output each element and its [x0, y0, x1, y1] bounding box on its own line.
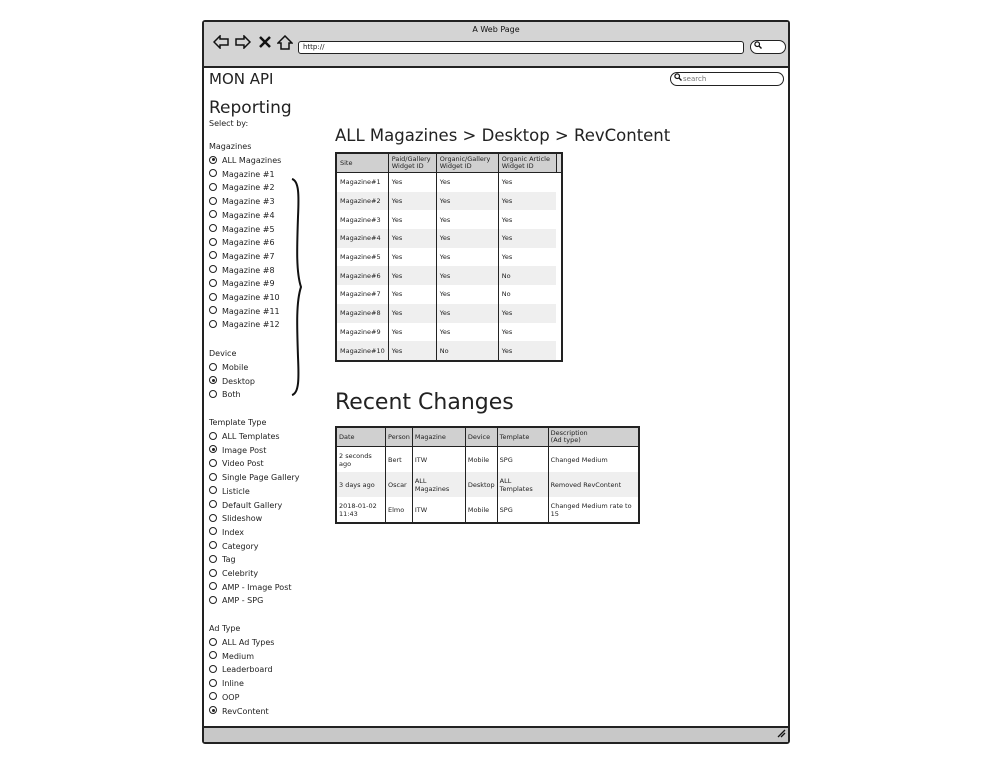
radio-unchecked-icon[interactable] [209, 596, 217, 604]
radio-unchecked-icon[interactable] [209, 500, 217, 508]
search-input[interactable] [683, 73, 779, 85]
table-row [336, 173, 562, 192]
radio-unchecked-icon[interactable] [209, 238, 217, 246]
radio-option-template-type[interactable] [209, 567, 258, 581]
radio-label: Magazine #1 [222, 169, 275, 179]
radio-unchecked-icon[interactable] [209, 293, 217, 301]
radio-label: Leaderboard [222, 665, 273, 675]
radio-label: Image Post [222, 445, 267, 455]
table-cell: 2 seconds ago [336, 447, 386, 473]
table-cell: No [498, 266, 556, 285]
radio-option-device[interactable] [209, 361, 248, 375]
radio-option-template-type[interactable] [209, 444, 266, 458]
radio-option-template-type[interactable] [209, 512, 262, 526]
radio-label: Celebrity [222, 569, 259, 578]
table-header: Person [386, 427, 413, 447]
table-cell: No [498, 285, 556, 304]
table-cell: Yes [498, 323, 556, 342]
table-cell: Yes [388, 285, 436, 304]
sites-widget-table [335, 152, 563, 362]
table-header: Site [336, 153, 388, 173]
window-title: A Web Page [472, 25, 520, 34]
radio-unchecked-icon[interactable] [209, 306, 217, 314]
table-header: Template [497, 427, 548, 447]
radio-option-ad-type[interactable] [209, 663, 273, 677]
radio-unchecked-icon[interactable] [209, 665, 217, 673]
radio-option-template-type[interactable] [209, 471, 300, 485]
radio-option-magazines[interactable] [209, 168, 275, 182]
browser-window [202, 20, 790, 744]
sidebar-title: Reporting [209, 98, 292, 118]
table-row [336, 341, 562, 361]
radio-unchecked-icon[interactable] [209, 320, 217, 328]
filter-group-label-magazines: Magazines [209, 142, 252, 151]
radio-option-magazines[interactable] [209, 195, 275, 209]
radio-unchecked-icon[interactable] [209, 459, 217, 467]
table-cell: Yes [436, 192, 498, 211]
table-cell: Changed Medium rate to 15 [548, 497, 639, 523]
radio-label: Category [222, 541, 259, 551]
radio-option-template-type[interactable] [209, 430, 280, 444]
radio-label: Tag [222, 555, 236, 565]
table-cell: ITW [412, 447, 465, 473]
radio-unchecked-icon[interactable] [209, 514, 217, 522]
close-icon[interactable] [256, 35, 274, 52]
table-cell: 3 days ago [336, 472, 386, 497]
table-cell: Yes [388, 248, 436, 267]
table-cell: Yes [436, 248, 498, 267]
table-cell: Mobile [465, 497, 497, 523]
radio-label: AMP - SPG [222, 596, 264, 606]
search-icon [754, 41, 762, 53]
table-cell: Yes [388, 323, 436, 342]
recent-changes-title: Recent Changes [335, 390, 514, 415]
radio-unchecked-icon[interactable] [209, 679, 217, 687]
radio-unchecked-icon[interactable] [209, 541, 217, 549]
radio-unchecked-icon[interactable] [209, 169, 217, 177]
table-scrollbar[interactable] [556, 153, 562, 173]
filter-group-label-template-type: Template Type [209, 418, 267, 427]
table-row [336, 304, 562, 323]
radio-option-ad-type[interactable] [209, 636, 274, 650]
table-header: Organic Article Widget ID [498, 153, 556, 173]
sidebar-header [209, 98, 292, 128]
app-title: MON API [209, 70, 274, 88]
table-cell: Removed RevContent [548, 472, 639, 497]
home-icon[interactable] [276, 35, 294, 53]
radio-unchecked-icon[interactable] [209, 265, 217, 273]
radio-option-template-type[interactable] [209, 526, 244, 540]
radio-unchecked-icon[interactable] [209, 692, 217, 700]
table-cell: Yes [388, 229, 436, 248]
browser-titlebar [204, 22, 788, 68]
table-cell: Magazine#8 [336, 304, 388, 323]
radio-label: Magazine #5 [222, 224, 275, 234]
radio-option-magazines[interactable] [209, 264, 275, 278]
table-row [336, 447, 639, 473]
table-row [336, 285, 562, 304]
select-by-label: Select by: [209, 119, 249, 128]
table-cell: Yes [388, 266, 436, 285]
radio-label: Magazine #12 [222, 320, 280, 330]
table-cell: Yes [436, 210, 498, 229]
radio-option-magazines[interactable] [209, 236, 275, 250]
radio-label: Magazine #11 [222, 306, 280, 316]
table-cell: Mobile [465, 447, 497, 473]
radio-unchecked-icon[interactable] [209, 555, 217, 563]
radio-label: Video Post [222, 459, 264, 469]
table-cell: SPG [497, 447, 548, 473]
radio-option-magazines[interactable] [209, 223, 275, 237]
table-header: Paid/Gallery Widget ID [388, 153, 436, 173]
radio-label: ALL Templates [222, 432, 280, 441]
radio-label: Both [222, 390, 241, 400]
radio-option-magazines[interactable] [209, 181, 275, 195]
table-cell: Yes [436, 173, 498, 192]
radio-unchecked-icon[interactable] [209, 251, 217, 259]
table-cell: Yes [498, 192, 556, 211]
radio-label: Magazine #7 [222, 251, 275, 261]
site-search-box[interactable] [670, 72, 784, 86]
radio-unchecked-icon[interactable] [209, 473, 217, 481]
table-row [336, 229, 562, 248]
radio-label: ALL Ad Types [222, 638, 275, 647]
radio-label: Magazine #4 [222, 210, 275, 220]
table-cell: Magazine#2 [336, 192, 388, 211]
table-cell: Yes [388, 210, 436, 229]
table-row [336, 497, 639, 523]
table-cell: Yes [436, 323, 498, 342]
url-bar[interactable]: http:// [298, 41, 744, 54]
browser-search-box[interactable] [750, 40, 786, 54]
radio-label: Mobile [222, 363, 249, 372]
radio-label: Magazine #10 [222, 293, 280, 302]
radio-label: RevContent [222, 706, 269, 716]
table-cell: 2018-01-02 11:43 [336, 497, 386, 523]
table-row [336, 192, 562, 211]
radio-label: ALL Magazines [222, 156, 282, 165]
table-cell: Yes [436, 304, 498, 323]
radio-label: Medium [222, 651, 254, 661]
curly-brace-decoration [290, 177, 304, 397]
table-cell: Yes [498, 304, 556, 323]
browser-statusbar [204, 726, 788, 742]
radio-option-template-type[interactable] [209, 581, 292, 595]
radio-unchecked-icon[interactable] [209, 527, 217, 535]
radio-label: Inline [222, 679, 244, 689]
table-cell: Yes [388, 173, 436, 192]
radio-label: OOP [222, 692, 240, 702]
radio-option-magazines[interactable] [209, 209, 275, 223]
radio-label: Slideshow [222, 514, 263, 524]
table-row [336, 210, 562, 229]
table-row [336, 248, 562, 267]
table-cell: Yes [436, 266, 498, 285]
table-row [336, 323, 562, 342]
table-header: Organic/Gallery Widget ID [436, 153, 498, 173]
filter-group-label-ad-type: Ad Type [209, 624, 241, 633]
table-cell: Oscar [386, 472, 413, 497]
table-header: Description (Ad type) [548, 427, 639, 447]
radio-option-magazines[interactable] [209, 318, 280, 332]
table-cell: ALL Templates [497, 472, 548, 497]
table-header: Date [336, 427, 386, 447]
table-cell: ITW [412, 497, 465, 523]
table-cell: Elmo [386, 497, 413, 523]
radio-option-ad-type[interactable] [209, 677, 244, 691]
breadcrumb: ALL Magazines > Desktop > RevContent [335, 126, 671, 145]
table-cell: Yes [498, 248, 556, 267]
radio-label: Magazine #3 [222, 197, 275, 207]
table-cell: Yes [498, 210, 556, 229]
radio-label: Magazine #8 [222, 265, 275, 275]
radio-label: Desktop [222, 376, 255, 386]
radio-label: Single Page Gallery [222, 473, 300, 483]
radio-option-ad-type[interactable] [209, 650, 254, 664]
table-cell: Magazine#7 [336, 285, 388, 304]
table-cell: Bert [386, 447, 413, 473]
table-row [336, 266, 562, 285]
radio-option-template-type[interactable] [209, 485, 250, 499]
radio-label: Index [222, 527, 245, 537]
table-cell: Yes [436, 229, 498, 248]
table-cell: Changed Medium [548, 447, 639, 473]
radio-option-template-type[interactable] [209, 457, 264, 471]
radio-option-template-type[interactable] [209, 553, 236, 567]
radio-unchecked-icon[interactable] [209, 432, 217, 440]
table-cell: ALL Magazines [412, 472, 465, 497]
table-cell: Yes [498, 229, 556, 248]
table-cell: No [436, 341, 498, 361]
table-cell: Yes [498, 341, 556, 361]
radio-checked-icon[interactable] [209, 445, 217, 453]
radio-label: Magazine #9 [222, 279, 275, 289]
radio-unchecked-icon[interactable] [209, 183, 217, 191]
table-header: Device [465, 427, 497, 447]
table-cell: Magazine#3 [336, 210, 388, 229]
table-header: Magazine [412, 427, 465, 447]
table-cell: Magazine#10 [336, 341, 388, 361]
table-cell: SPG [497, 497, 548, 523]
table-cell: Magazine#6 [336, 266, 388, 285]
filter-group-label-device: Device [209, 349, 237, 358]
radio-unchecked-icon[interactable] [209, 390, 217, 398]
table-cell: Yes [388, 341, 436, 361]
radio-option-device[interactable] [209, 375, 255, 389]
radio-option-magazines[interactable] [209, 154, 281, 168]
table-cell: Magazine#1 [336, 173, 388, 192]
forward-arrow-icon[interactable] [234, 35, 252, 52]
radio-checked-icon[interactable] [209, 706, 217, 714]
table-cell: Magazine#9 [336, 323, 388, 342]
radio-option-ad-type[interactable] [209, 691, 239, 705]
radio-unchecked-icon[interactable] [209, 638, 217, 646]
radio-unchecked-icon[interactable] [209, 363, 217, 371]
radio-unchecked-icon[interactable] [209, 486, 217, 494]
radio-option-magazines[interactable] [209, 291, 280, 305]
radio-unchecked-icon[interactable] [209, 651, 217, 659]
radio-option-template-type[interactable] [209, 540, 259, 554]
radio-option-template-type[interactable] [209, 594, 263, 608]
radio-option-magazines[interactable] [209, 250, 275, 264]
radio-option-magazines[interactable] [209, 305, 280, 319]
radio-label: AMP - Image Post [222, 582, 292, 592]
radio-label: Default Gallery [222, 500, 283, 510]
radio-unchecked-icon[interactable] [209, 569, 217, 577]
radio-unchecked-icon[interactable] [209, 197, 217, 205]
radio-unchecked-icon[interactable] [209, 279, 217, 287]
table-cell: Yes [498, 173, 556, 192]
search-icon [674, 73, 682, 85]
radio-unchecked-icon[interactable] [209, 224, 217, 232]
recent-changes-table [335, 426, 640, 524]
radio-checked-icon[interactable] [209, 376, 217, 384]
table-cell: Magazine#5 [336, 248, 388, 267]
radio-option-template-type[interactable] [209, 499, 282, 513]
resize-handle-icon[interactable] [776, 728, 786, 741]
table-cell: Desktop [465, 472, 497, 497]
radio-unchecked-icon[interactable] [209, 210, 217, 218]
radio-option-ad-type[interactable] [209, 705, 269, 719]
table-cell: Yes [388, 192, 436, 211]
radio-label: Magazine #6 [222, 238, 275, 248]
radio-label: Magazine #2 [222, 183, 275, 193]
radio-option-magazines[interactable] [209, 277, 275, 291]
radio-checked-icon[interactable] [209, 156, 217, 164]
radio-unchecked-icon[interactable] [209, 582, 217, 590]
table-cell: Yes [388, 304, 436, 323]
table-cell: Yes [436, 285, 498, 304]
table-cell: Magazine#4 [336, 229, 388, 248]
radio-label: Listicle [222, 486, 250, 496]
radio-option-device[interactable] [209, 388, 241, 402]
table-row [336, 472, 639, 497]
back-arrow-icon[interactable] [212, 35, 230, 52]
